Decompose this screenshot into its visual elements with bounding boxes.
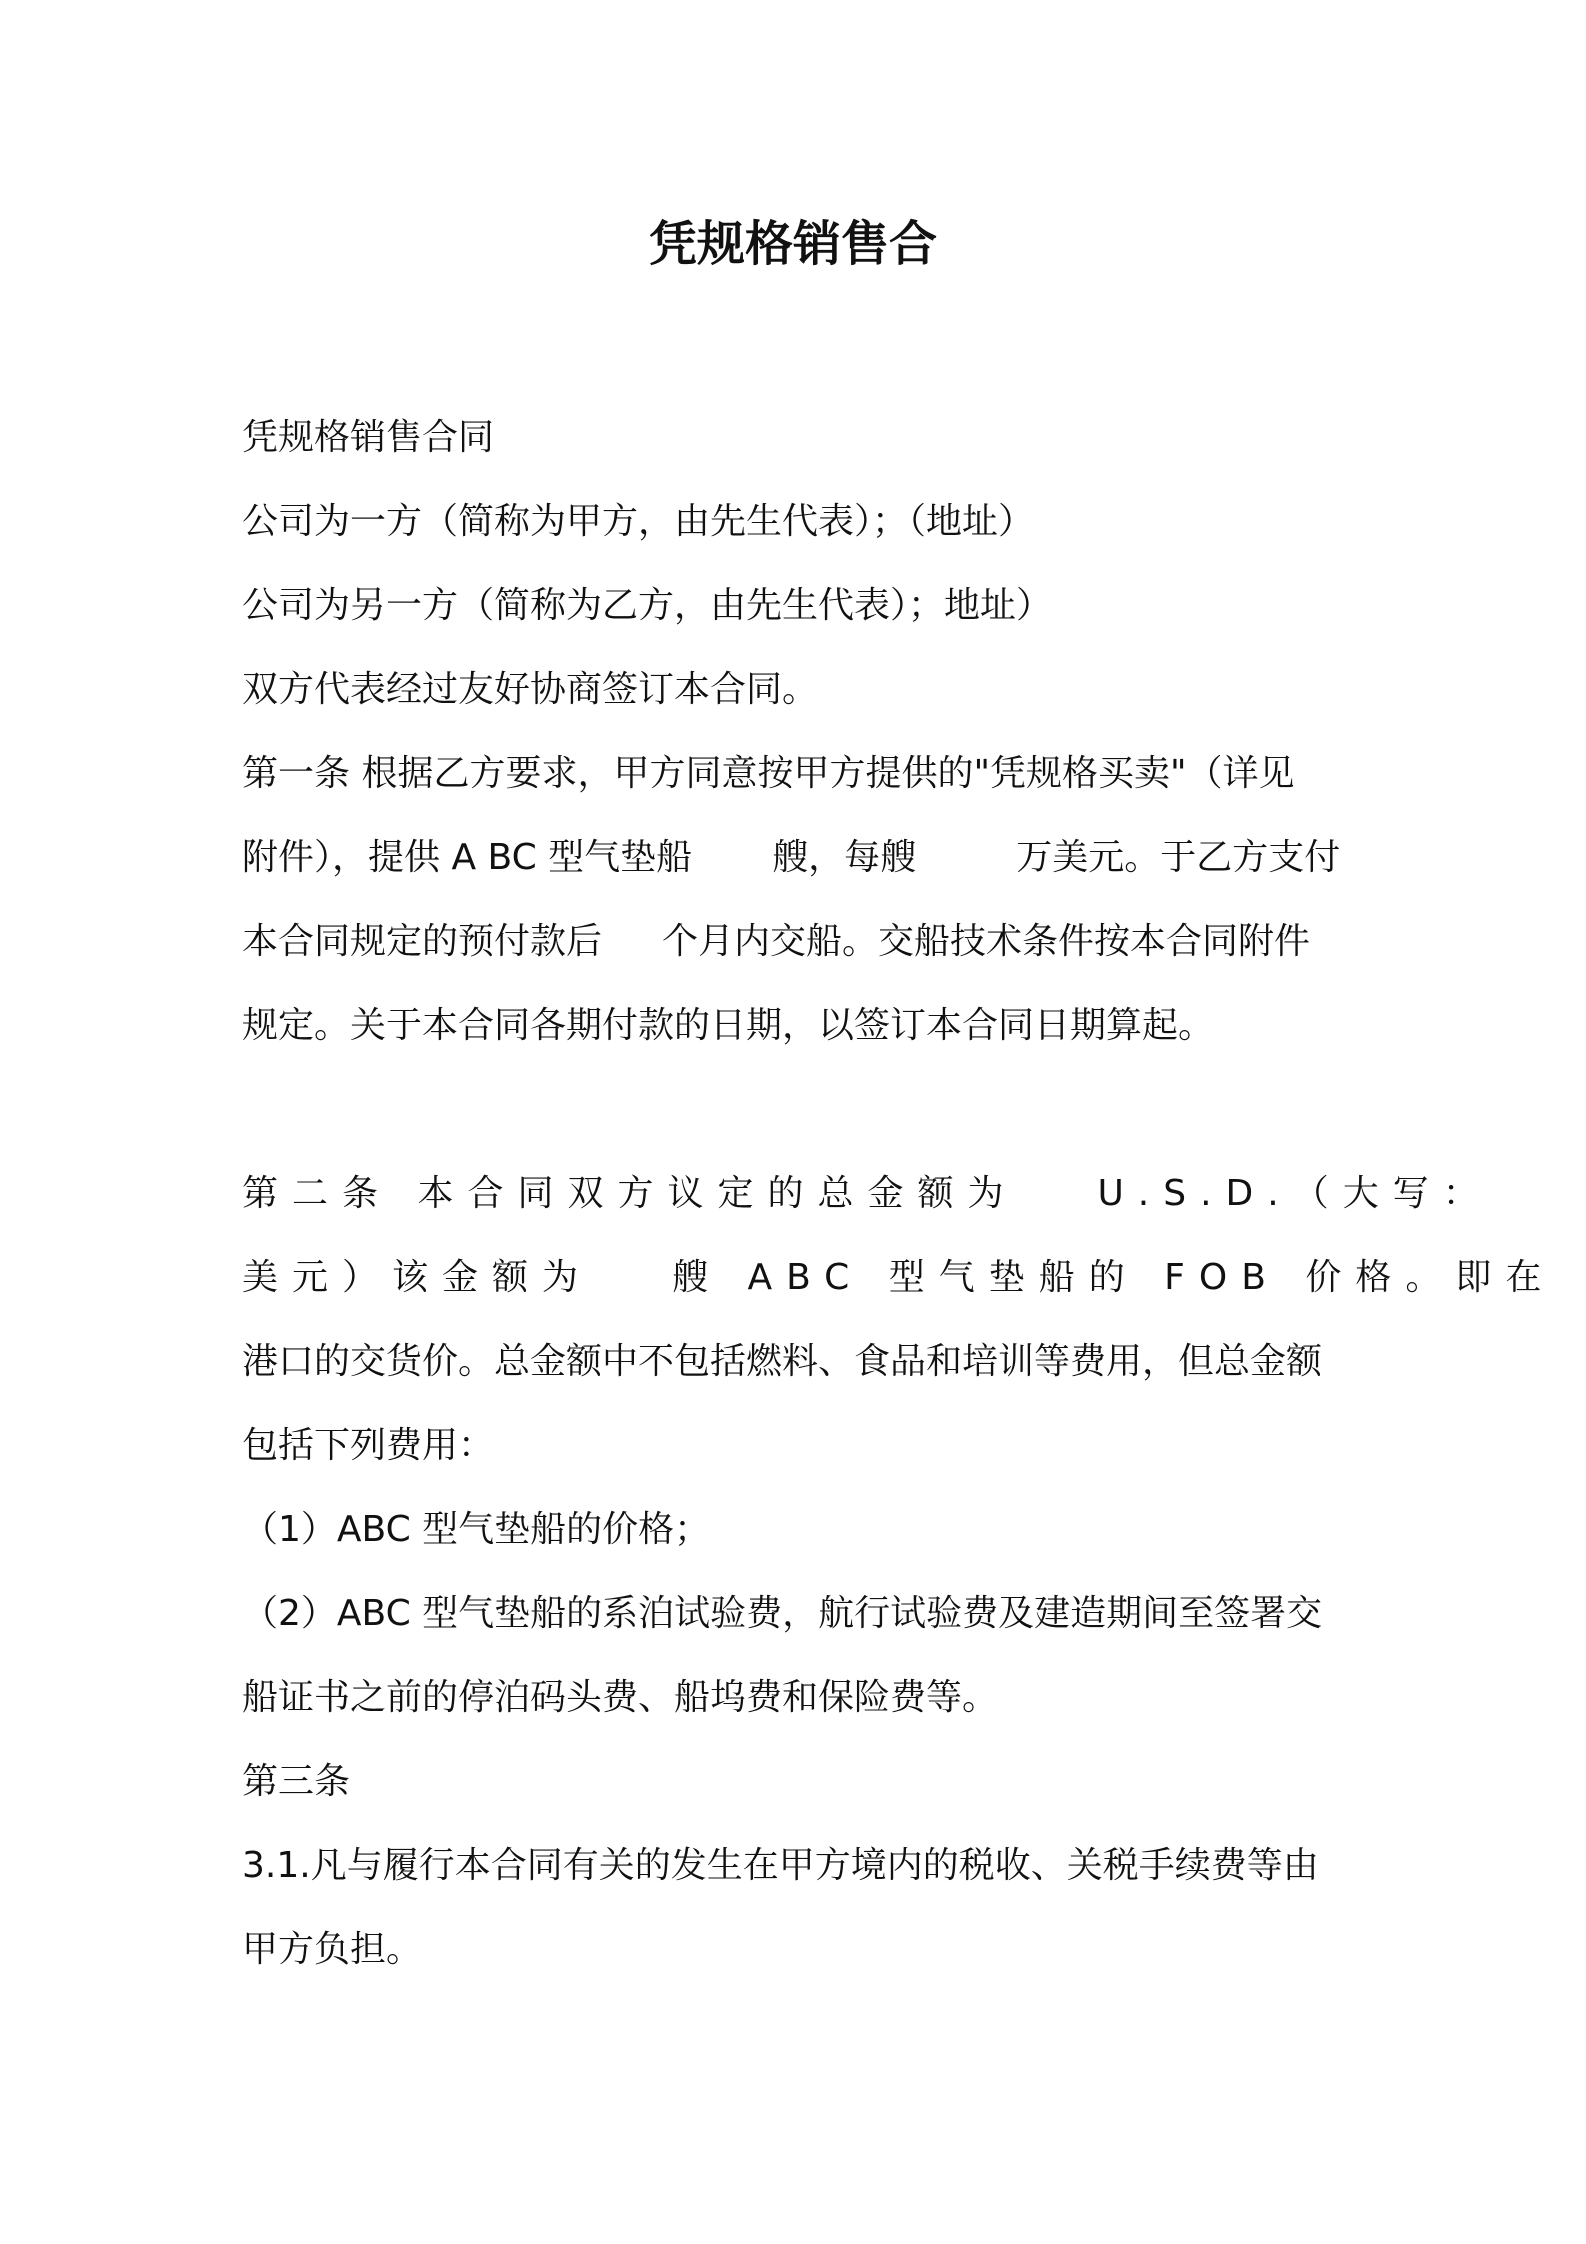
article2-line4: 包括下列费用： <box>242 1425 495 1466</box>
article2-line1 <box>242 1152 1493 1236</box>
party-b-line: 公司为另一方（简称为乙方，由先生代表）；地址） <box>242 585 1053 626</box>
article3-heading: 第三条 <box>242 1761 351 1802</box>
document-title: 凭规格销售合 <box>648 216 937 272</box>
article2-line2-a: 美元）该金额为 <box>242 1257 593 1298</box>
article1-line2-a: 附件），提供 A BC 型气垫船 <box>242 837 693 878</box>
party-a-line: 公司为一方（简称为甲方，由先生代表）；（地址） <box>242 501 1035 542</box>
article2-line1-b: U.S.D.（大写： <box>1097 1173 1493 1214</box>
intro-section <box>242 396 1354 1068</box>
article1-line1: 第一条 根据乙方要求，甲方同意按甲方提供的"凭规格买卖"（详见 <box>242 753 1295 794</box>
contract-heading: 凭规格销售合同 <box>242 417 495 458</box>
article1-line3-b: 个月内交船。交船技术条件按本合同附件 <box>662 921 1311 962</box>
article3-clause-line1: 3.1.凡与履行本合同有关的发生在甲方境内的税收、关税手续费等由 <box>242 1845 1319 1886</box>
article3-clause-line2: 甲方负担。 <box>242 1929 423 1970</box>
article2-item2-line1: （2）ABC 型气垫船的系泊试验费，航行试验费及建造期间至签署交 <box>242 1593 1323 1634</box>
article2-line1-a: 第二条 本合同双方议定的总金额为 <box>242 1173 1018 1214</box>
article2-line3: 港口的交货价。总金额中不包括燃料、食品和培训等费用，但总金额 <box>242 1341 1323 1382</box>
article1-line4: 规定。关于本合同各期付款的日期，以签订本合同日期算起。 <box>242 1005 1215 1046</box>
article2-item1: （1）ABC 型气垫船的价格； <box>242 1509 711 1550</box>
article1-line2 <box>242 816 1354 900</box>
article1-line2-b: 艘，每艘 <box>772 837 917 878</box>
article1-line3 <box>242 900 1354 984</box>
article2-line2 <box>242 1236 1556 1320</box>
article2-line2-b: 艘 ABC 型气垫船的 FOB 价格。即在 <box>672 1257 1556 1298</box>
article1-line3-a: 本合同规定的预付款后 <box>242 921 603 962</box>
article2-section <box>242 1152 1556 1992</box>
preamble-line: 双方代表经过友好协商签订本合同。 <box>242 669 819 710</box>
article2-item2-line2: 船证书之前的停泊码头费、船坞费和保险费等。 <box>242 1677 999 1718</box>
article1-line2-c: 万美元。于乙方支付 <box>1016 837 1341 878</box>
